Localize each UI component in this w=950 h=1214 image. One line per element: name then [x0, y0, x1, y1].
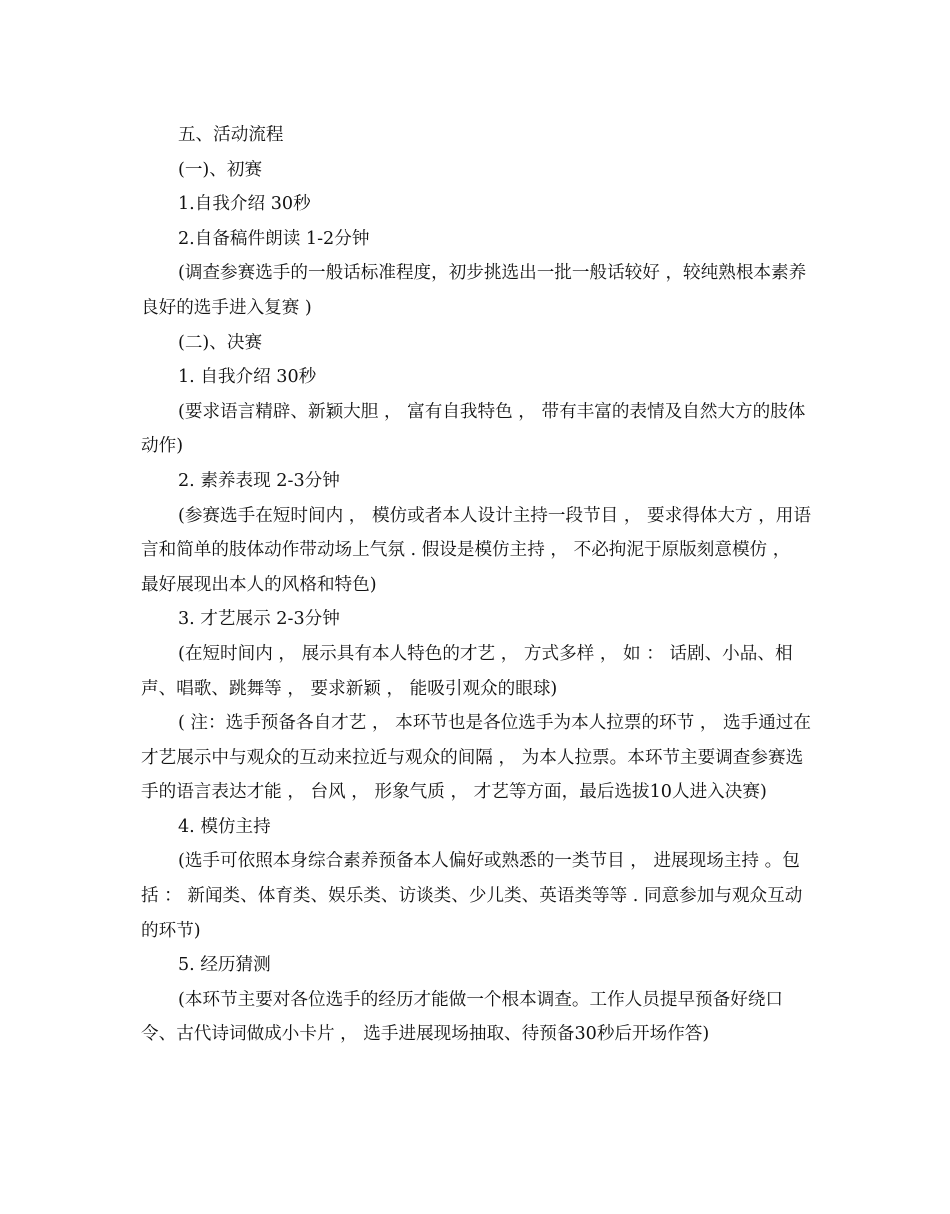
paragraph-imitation-description: (选手可依照本身综合素养预备本人偏好或熟悉的一类节目 ， 进展现场主持 。包括 ： 新闻类、体育类、娱乐类、访谈类、少儿类、英语类等等 . 同意参加与观众互动的环节) — [141, 851, 803, 941]
subsection-heading-preliminary: (一)、初赛 — [177, 159, 263, 180]
paragraph-experience-description: (本环节主要对各位选手的经历才能做一个根本调查。工作人员提早预备好绕口令、古代诗词做成小卡片 ， 选手进展现场抽取、待预备30秒后开场作答) — [141, 989, 784, 1045]
list-item-performance: 2. 素养表现 2-3分钟 — [177, 470, 340, 491]
list-item-final-self-intro: 1. 自我介绍 30秒 — [177, 367, 317, 388]
document-body — [141, 118, 813, 1052]
paragraph-self-intro-requirements: (要求语言精辟、新颖大胆 ， 富有自我特色 ， 带有丰富的表情及自然大方的肢体动作) — [141, 401, 806, 457]
list-item-self-intro: 1.自我介绍 30秒 — [177, 194, 311, 215]
paragraph-talent-description: (在短时间内 ， 展示具有本人特色的才艺 ， 方式多样 ， 如 ： 话剧、小品、相声、唱歌、跳舞等 ， 要求新颖 ， 能吸引观众的眼球) — [141, 643, 793, 699]
paragraph-performance-description: (参赛选手在短时间内 ， 模仿或者本人设计主持一段节目 ， 要求得体大方 ，用语言和简单的肢体动作带动场上气氛 . 假设是模仿主持 ， 不必拘泥于原版刻意模仿 ， 最好展现出本人的风格和特色) — [141, 505, 811, 595]
section-heading-activity-flow: 五、活动流程 — [177, 125, 284, 145]
list-item-experience-guess: 5. 经历猜测 — [177, 955, 271, 976]
list-item-talent-show: 3. 才艺展示 2-3分钟 — [177, 609, 340, 630]
list-item-imitation-host: 4. 模仿主持 — [177, 816, 271, 837]
list-item-script-reading: 2.自备稿件朗读 1-2分钟 — [177, 228, 370, 249]
paragraph-talent-note: ( 注：选手预备各自才艺 ， 本环节也是各位选手为本人拉票的环节 ， 选手通过在才艺展示中与观众的互动来拉近与观众的间隔 ， 为本人拉票。本环节主要调查参赛选手的语言表达才能 ， 台风 ， 形象气质 ， 才艺等方面，最后选拔10人进入决赛) — [141, 713, 811, 803]
subsection-heading-final: (二)、决赛 — [177, 332, 263, 353]
paragraph-preliminary-note: (调查参赛选手的一般话标准程度，初步挑选出一批一般话较好 ，较纯熟根本素养良好的选手进入复赛 ) — [141, 263, 807, 318]
